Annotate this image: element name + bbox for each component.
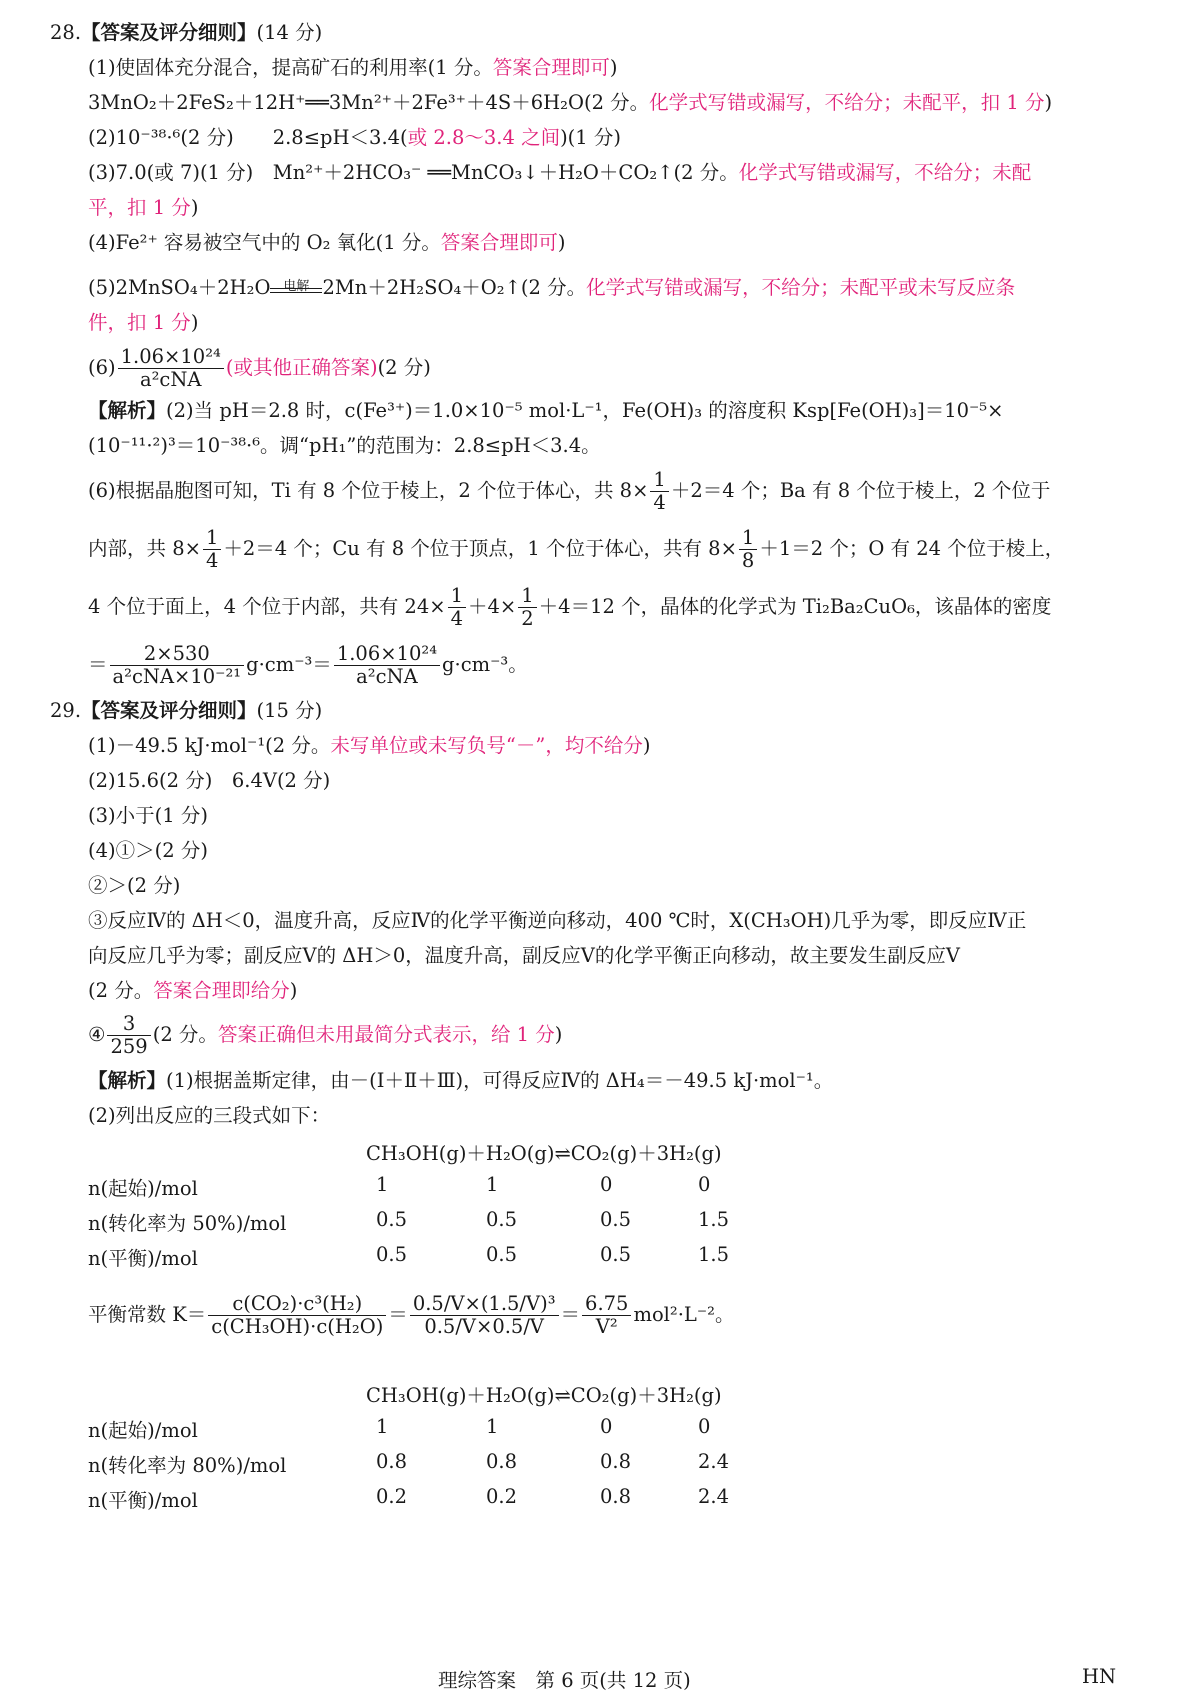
q28-answer-2: (2)10⁻³⁸·⁶(2 分) 2.8≤pH＜3.4(: [88, 126, 408, 149]
q28-electrolysis-right: 2Mn＋2H₂SO₄＋O₂↑(2 分。: [322, 276, 587, 299]
q28-note-8: 件，扣 1 分: [88, 311, 191, 334]
q28-points: (14 分): [256, 21, 323, 44]
row-label: n(平衡)/mol: [88, 1489, 198, 1512]
q28-note-9: (或其他正确答案): [225, 356, 378, 379]
q28-line-6: [88, 230, 565, 256]
table-cell: 1.5: [698, 1208, 730, 1231]
q28-note-1: 答案合理即可: [492, 56, 610, 79]
equilibrium-constant-line: [88, 1270, 735, 1360]
q28-line-8: [88, 310, 198, 336]
q28-analysis-6: [88, 640, 528, 690]
q28-end-1: ): [609, 56, 618, 79]
q29-points: (15 分): [256, 699, 323, 722]
k-substituted-fraction: $\frac{\text{0.5/V×(1.5/V)³}}{0.5/V\times 0.5/V}$: [410, 1293, 559, 1338]
q28-analysis-text-5b: ＋4×: [467, 595, 517, 618]
table-cell: 0: [698, 1415, 711, 1438]
reaction-equation-2: CH₃OH(g)＋H₂O(g)⇌CO₂(g)＋3H₂(g): [366, 1384, 722, 1407]
q28-header-line: [50, 20, 322, 46]
table-cell: 0.5: [376, 1208, 408, 1231]
q29-answer-4b: ②＞(2 分): [88, 874, 181, 897]
row-label: n(转化率为 80%)/mol: [88, 1454, 287, 1477]
q28-analysis-text-4a: 内部，共 8×: [88, 537, 201, 560]
table-cell: 0.8: [600, 1485, 632, 1508]
q28-analysis-4: [88, 524, 1064, 574]
q29-note-8: 答案合理即给分: [153, 979, 290, 1002]
q28-number: 28.: [50, 21, 82, 44]
q29-note-1: 未写单位或未写负号“－”，均不给分: [330, 734, 643, 757]
table-cell: 1: [486, 1173, 499, 1196]
table-cell: 1: [376, 1415, 389, 1438]
q29-analysis-label: 【解析】: [88, 1069, 167, 1092]
fraction-1-4: $\frac{1}{4}$: [650, 469, 668, 514]
row-label: n(平衡)/mol: [88, 1247, 198, 1270]
row-label: n(起始)/mol: [88, 1177, 198, 1200]
q29-analysis-text-1: (1)根据盖斯定律，由－(Ⅰ＋Ⅱ＋Ⅲ)，可得反应Ⅳ的 ΔH₄＝－49.5 kJ·mol⁻¹。: [166, 1069, 834, 1092]
q28-analysis-text-1: (2)当 pH＝2.8 时，c(Fe³⁺)＝1.0×10⁻⁵ mol·L⁻¹，Fe(OH)₃ 的溶度积 Ksp[Fe(OH)₃]＝10⁻⁵×: [166, 399, 1004, 422]
q29-line-8: [88, 978, 297, 1004]
q29-analysis-2: [88, 1103, 330, 1129]
q28-line-1: [88, 55, 617, 81]
q28-note-4: 化学式写错或漏写，不给分；未配: [738, 161, 1032, 184]
q28-analysis-label: 【解析】: [88, 399, 167, 422]
reaction-equation-1: CH₃OH(g)＋H₂O(g)⇌CO₂(g)＋3H₂(g): [366, 1142, 722, 1165]
table-cell: 0.5: [376, 1243, 408, 1266]
q29-answer-4a: (4)①＞(2 分): [88, 839, 208, 862]
q28-analysis-1: [88, 398, 1003, 424]
q28-line-5: [88, 195, 198, 221]
q29-answer-2: (2)15.6(2 分) 6.4V(2 分): [88, 769, 331, 792]
q29-number: 29.: [50, 699, 82, 722]
q28-analysis-eq: ＝: [88, 653, 108, 676]
q29-line-2: [88, 768, 330, 794]
q28-note-3: 或 2.8～3.4 之间: [407, 126, 561, 149]
q28-analysis-unit-2: g·cm⁻³。: [442, 653, 528, 676]
table-cell: 2.4: [698, 1450, 730, 1473]
table-cell: 0: [600, 1415, 613, 1438]
q28-line-3: [88, 125, 621, 151]
q28-analysis-text-4c: ＋1＝2 个；O 有 24 个位于棱上，: [759, 537, 1065, 560]
q28-answer-4: (4)Fe²⁺ 容易被空气中的 O₂ 氧化(1 分。: [88, 231, 441, 254]
table-row: [88, 1173, 848, 1199]
table-row: [88, 1485, 848, 1511]
table-row: [88, 1415, 848, 1441]
q29-line-1: [88, 733, 650, 759]
row-label: n(转化率为 50%)/mol: [88, 1212, 287, 1235]
q28-analysis-unit-1: g·cm⁻³＝: [246, 653, 332, 676]
k-label: 平衡常数 K＝: [88, 1303, 207, 1326]
q28-end-8: ): [190, 311, 199, 334]
q29-answer-4d-prefix: ④: [88, 1023, 106, 1046]
q28-answer-1: (1)使固体充分混合，提高矿石的利用率(1 分。: [88, 56, 493, 79]
q28-analysis-text-4b: ＋2＝4 个；Cu 有 8 个位于顶点，1 个位于体心，共有 8×: [223, 537, 737, 560]
q28-analysis-text-2: (10⁻¹¹·²)³＝10⁻³⁸·⁶。调“pH₁”的范围为：2.8≤pH＜3.4。: [88, 434, 601, 457]
q28-line-2: [88, 90, 1052, 116]
q29-header: 【答案及评分细则】: [81, 699, 257, 722]
density-fraction-2: $\frac{\text{1.06×10²⁴}}{\text{a²cNA}}$: [334, 643, 440, 688]
q28-end-6: ): [557, 231, 566, 254]
footer-region-code: HN: [1082, 1665, 1117, 1688]
q29-answer-4c-1: ③反应Ⅳ的 ΔH＜0，温度升高，反应Ⅳ的化学平衡逆向移动，400 ℃时，X(CH₃OH)几乎为零，即反应Ⅳ正: [88, 909, 1027, 932]
q29-line-3: [88, 803, 208, 829]
q28-line-7: [88, 275, 1015, 301]
density-fraction-1: $\frac{2\times 530}{\text{a²cNA×10⁻²¹}}$: [110, 643, 245, 688]
page-footer: 理综答案 第 6 页(共 12 页): [438, 1669, 691, 1692]
q28-analysis-text-3a: (6)根据晶胞图可知，Ti 有 8 个位于棱上，2 个位于体心，共 8×: [88, 479, 649, 502]
table-cell: 0.5: [486, 1243, 518, 1266]
electrolysis-condition: 电解: [283, 279, 310, 294]
table-cell: 0.5: [486, 1208, 518, 1231]
q28-analysis-2: [88, 433, 601, 459]
row-label: n(起始)/mol: [88, 1419, 198, 1442]
q29-answer-4d-mid: (2 分。: [152, 1023, 218, 1046]
table-cell: 0.8: [376, 1450, 408, 1473]
q29-line-7: [88, 943, 960, 969]
q28-line-9: [88, 343, 431, 393]
q28-answer-6-prefix: (6): [88, 356, 116, 379]
q28-note-7: 化学式写错或漏写，不给分；未配平或未写反应条: [586, 276, 1016, 299]
table-cell: 0.2: [486, 1485, 518, 1508]
table-cell: 1: [486, 1415, 499, 1438]
q29-answer-3: (3)小于(1 分): [88, 804, 208, 827]
electrolysis-arrow: [270, 279, 322, 301]
q29-line-5: [88, 873, 180, 899]
q28-end-3: )(1 分): [560, 126, 622, 149]
k-definition-fraction: $\frac{\text{c(CO₂)·c³(H₂)}}{\text{c(CH₃OH)·c(H₂O)}}$: [208, 1293, 386, 1338]
q28-analysis-text-5a: 4 个位于面上，4 个位于内部，共有 24×: [88, 595, 446, 618]
q28-analysis-text-5c: ＋4＝12 个，晶体的化学式为 Ti₂Ba₂CuO₆，该晶体的密度: [538, 595, 1052, 618]
q28-line-4: [88, 160, 1031, 186]
table-row: [88, 1243, 848, 1269]
q28-answer-3: (3)7.0(或 7)(1 分) Mn²⁺＋2HCO₃⁻ ══MnCO₃↓＋H₂O＋CO₂↑(2 分。: [88, 161, 739, 184]
q29-line-6: [88, 908, 1026, 934]
table-cell: 1: [376, 1173, 389, 1196]
table-cell: 1.5: [698, 1243, 730, 1266]
q29-end-1: ): [642, 734, 651, 757]
q29-line-4: [88, 838, 208, 864]
table-cell: 0.5: [600, 1208, 632, 1231]
q29-analysis-text-2: (2)列出反应的三段式如下：: [88, 1104, 331, 1127]
q29-header-line: [50, 698, 322, 724]
k-equals-1: ＝: [388, 1303, 408, 1326]
q28-note-6: 答案合理即可: [440, 231, 558, 254]
q28-note-2: 化学式写错或漏写，不给分；未配平，扣 1 分: [649, 91, 1045, 114]
q29-end-9: ): [554, 1023, 563, 1046]
q28-end-5: ): [190, 196, 199, 219]
q28-analysis-3: [88, 466, 1050, 516]
q29-line-9: [88, 1010, 562, 1060]
table-cell: 0.8: [600, 1450, 632, 1473]
fraction-1-4: $\frac{1}{4}$: [203, 527, 221, 572]
table-cell: 0.2: [376, 1485, 408, 1508]
q28-end-9: (2 分): [377, 356, 431, 379]
table-cell: 0.5: [600, 1243, 632, 1266]
table-cell: 0.8: [486, 1450, 518, 1473]
q28-analysis-5: [88, 582, 1051, 632]
q28-electrolysis-left: (5)2MnSO₄＋2H₂O: [88, 276, 271, 299]
table-cell: 0: [600, 1173, 613, 1196]
q28-note-5: 平，扣 1 分: [88, 196, 191, 219]
q29-end-8: ): [289, 979, 298, 1002]
q28-end-2: ): [1044, 91, 1053, 114]
q29-answer-1: (1)－49.5 kJ·mol⁻¹(2 分。: [88, 734, 331, 757]
fraction-1-4: $\frac{1}{4}$: [448, 585, 466, 630]
table-cell: 0: [698, 1173, 711, 1196]
q29-answer-4c-2: 向反应几乎为零；副反应Ⅴ的 ΔH＞0，温度升高，副反应Ⅴ的化学平衡正向移动，故主要发生副反应Ⅴ: [88, 944, 960, 967]
k-result-fraction: $\frac{6.75}{\text{V²}}$: [582, 1293, 631, 1338]
q29-answer-4c-3: (2 分。: [88, 979, 154, 1002]
table-cell: 2.4: [698, 1485, 730, 1508]
q29-note-9: 答案正确但未用最简分式表示，给 1 分: [217, 1023, 555, 1046]
fraction-3-259: $\frac{3}{259}$: [107, 1013, 150, 1058]
fraction-1-8: $\frac{1}{8}$: [739, 527, 757, 572]
q28-analysis-text-3b: ＋2＝4 个；Ba 有 8 个位于棱上，2 个位于: [670, 479, 1051, 502]
k-unit: mol²·L⁻²。: [633, 1303, 735, 1326]
density-fraction: $\frac{\text{1.06×10²⁴}}{\text{a²cNA}}$: [118, 346, 224, 391]
table-row: [88, 1450, 848, 1476]
k-equals-2: ＝: [560, 1303, 581, 1326]
q28-header: 【答案及评分细则】: [81, 21, 257, 44]
table-row: [88, 1208, 848, 1234]
fraction-1-2: $\frac{1}{2}$: [518, 585, 536, 630]
q29-analysis-1: [88, 1068, 833, 1094]
q28-equation-1: 3MnO₂＋2FeS₂＋12H⁺══3Mn²⁺＋2Fe³⁺＋4S＋6H₂O(2 分。: [88, 91, 650, 114]
